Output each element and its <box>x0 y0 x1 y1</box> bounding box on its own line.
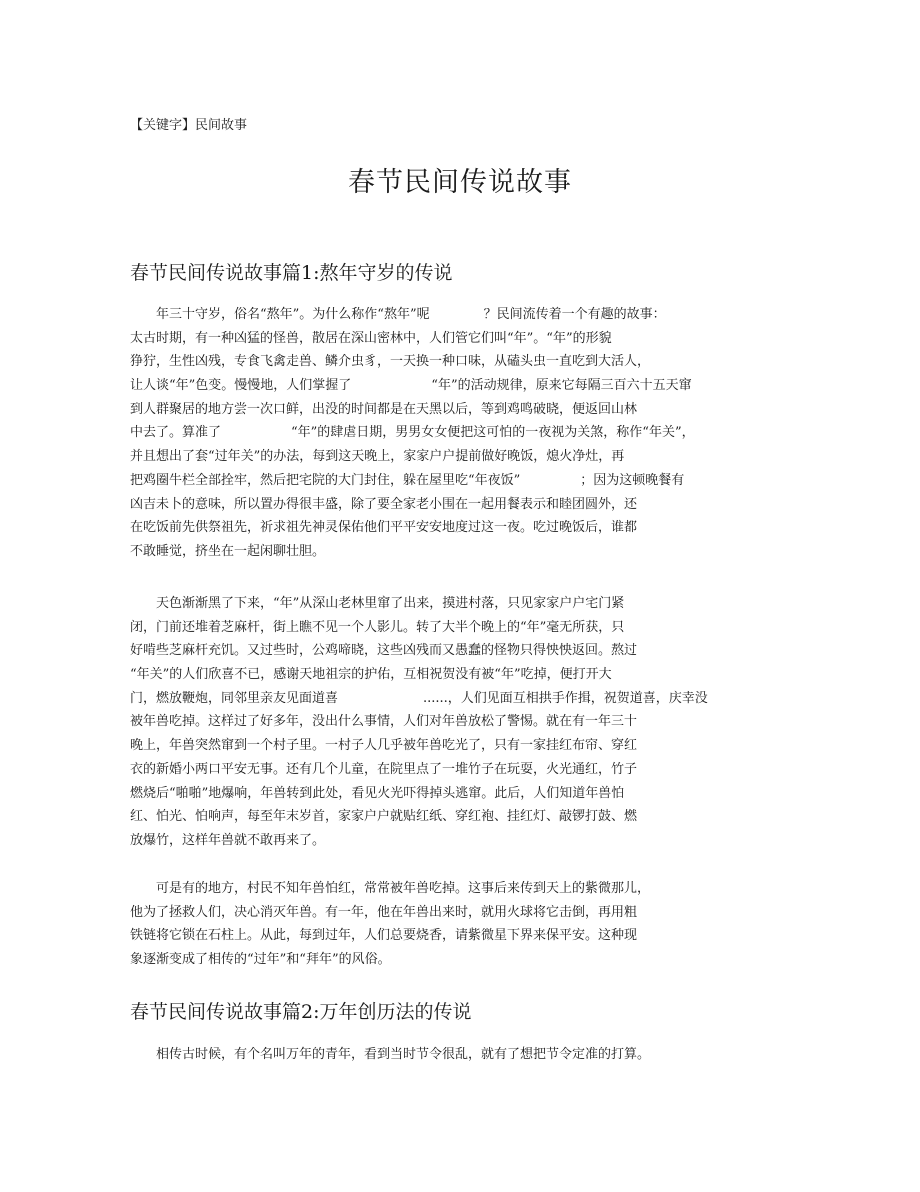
text-segment: 燃烧后“啪啪”地爆响，年兽转到此处，看见火光吓得掉头逃窜。此后，人们知道年兽怕 <box>130 785 625 801</box>
text-segment: 红、怕光、怕响声，每至年末岁首，家家户户就贴红纸、穿红袍、挂红灯、敲锣打鼓、燃 <box>130 809 638 825</box>
text-segment: “年”的肆虐日期，男男女女便把这可怕的一夜视为关煞，称作“年关”， <box>291 425 695 441</box>
text-line <box>130 924 770 948</box>
text-line <box>130 758 770 782</box>
section-2-heading: 春节民间传说故事篇2:万年创历法的传说 <box>130 1001 472 1023</box>
text-segment: 闭，门前还堆着芝麻杆，街上瞧不见一个人影儿。转了大半个晚上的“年”毫无所获，只 <box>130 619 625 635</box>
text-line <box>130 616 770 640</box>
text-segment: 年三十守岁，俗名“熬年”。为什么称作“熬年”呢 <box>130 307 430 322</box>
text-line <box>130 687 770 711</box>
text-segment: 可是有的地方，村民不知年兽怕红，常常被年兽吃掉。这事后来传到天上的紫微那儿， <box>130 881 651 896</box>
text-segment: 象逐渐变成了相传的“过年”和“拜年”的风俗。 <box>130 952 391 968</box>
text-segment: 让人谈“年”色变。慢慢地，人们掌握了 <box>130 378 352 394</box>
text-segment: 他为了拯救人们，决心消灭年兽。有一年，他在年兽出来时，就用火球将它击倒，再用粗 <box>130 904 638 920</box>
text-line <box>130 540 770 564</box>
text-line <box>130 877 770 901</box>
text-segment: 狰狞，生性凶残，专食飞禽走兽、鳞介虫豸，一天换一种口味，从磕头虫一直吃到大活人， <box>130 354 651 370</box>
text-segment: ；因为这顿晚餐有 <box>580 472 685 488</box>
text-segment: 衣的新婚小两口平安无事。还有几个儿童，在院里点了一堆竹子在玩耍，火光通红，竹子 <box>130 761 638 777</box>
text-line <box>130 901 770 925</box>
text-line <box>130 805 770 829</box>
text-segment: 相传古时候，有个名叫万年的青年，看到当时节令很乱，就有了想把节令定准的打算。 <box>130 1047 651 1062</box>
text-line <box>130 1043 770 1067</box>
text-line <box>130 948 770 972</box>
text-line <box>130 469 770 493</box>
text-line <box>130 398 770 422</box>
text-segment: 中去了。算准了 <box>130 425 222 441</box>
text-line <box>130 516 770 540</box>
text-line <box>130 782 770 806</box>
text-segment: ......，人们见面互相拱手作揖，祝贺道喜，庆幸没 <box>423 690 708 706</box>
text-segment: ？民间流传着一个有趣的故事： <box>483 307 666 322</box>
keyword-line: 【关键字】民间故事 <box>130 118 248 133</box>
text-line <box>130 350 770 374</box>
text-segment: 门，燃放鞭炮，同邻里亲友见面道喜 <box>130 690 339 706</box>
text-line <box>130 829 770 853</box>
text-line <box>130 734 770 758</box>
text-segment: 天色渐渐黑了下来，“年”从深山老林里窜了出来，摸进村落，只见家家户户宅门紧 <box>130 596 625 611</box>
text-segment: 凶吉未卜的意味，所以置办得很丰盛，除了要全家老小围在一起用餐表示和睦团圆外，还 <box>130 496 638 512</box>
text-line <box>130 445 770 469</box>
text-line <box>130 592 770 616</box>
text-segment: 铁链将它锁在石柱上。从此，每到过年，人们总要烧香，请紫微星下界来保平安。这种现 <box>130 928 638 944</box>
section-1-paragraph-1 <box>130 303 770 564</box>
text-segment: “年”的活动规律，原来它每隔三百六十五天窜 <box>431 378 692 394</box>
section-1-paragraph-3 <box>130 877 770 972</box>
text-line <box>130 663 770 687</box>
text-segment: 放爆竹，这样年兽就不敢再来了。 <box>130 832 326 848</box>
text-segment: 不敢睡觉，挤坐在一起闲聊壮胆。 <box>130 543 326 559</box>
text-segment: 被年兽吃掉。这样过了好多年，没出什么事情，人们对年兽放松了警惕。就在有一年三十 <box>130 714 638 730</box>
section-1-paragraph-2 <box>130 592 770 853</box>
text-line <box>130 639 770 663</box>
text-line <box>130 303 770 327</box>
text-line <box>130 421 770 445</box>
text-segment: 好啃些芝麻杆充饥。又过些时，公鸡啼晓，这些凶残而又愚蠢的怪物只得怏怏返回。熬过 <box>130 643 638 659</box>
section-2-paragraph-1 <box>130 1043 770 1067</box>
text-segment: “年关”的人们欣喜不已，感谢天地祖宗的护佑，互相祝贺没有被“年”吃掉，便打开大 <box>130 667 612 683</box>
text-segment: 把鸡圈牛栏全部拴牢，然后把宅院的大门封住，躲在屋里吃“年夜饭” <box>130 472 521 488</box>
text-segment: 到人群聚居的地方尝一次口鲜，出没的时间都是在天黑以后，等到鸡鸣破晓，便返回山林 <box>130 401 638 417</box>
text-line <box>130 374 770 398</box>
text-segment: 晚上，年兽突然窜到一个村子里。一村子人几乎被年兽吃光了，只有一家挂红布帘、穿红 <box>130 738 638 754</box>
text-segment: 太古时期，有一种凶猛的怪兽，散居在深山密林中，人们管它们叫“年”。“年”的形貌 <box>130 330 612 346</box>
text-line <box>130 493 770 517</box>
section-1-heading: 春节民间传说故事篇1:熬年守岁的传说 <box>130 262 453 284</box>
text-line <box>130 710 770 734</box>
text-segment: 在吃饭前先供祭祖先，祈求祖先神灵保佑他们平平安安地度过这一夜。吃过晚饭后，谁都 <box>130 520 638 536</box>
text-segment: 并且想出了套“过年关”的办法，每到这天晚上，家家户户提前做好晚饭，熄火净灶，再 <box>130 449 625 465</box>
document-title: 春节民间传说故事 <box>348 167 572 198</box>
text-line <box>130 327 770 351</box>
